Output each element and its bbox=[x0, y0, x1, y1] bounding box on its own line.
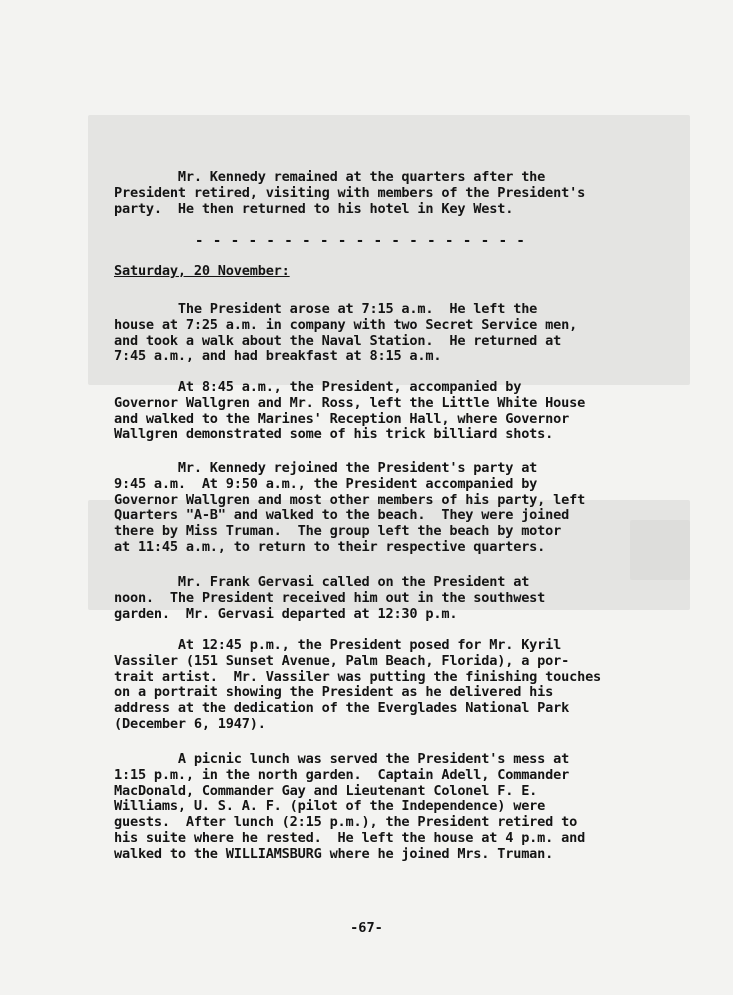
paragraph-kennedy-quarters: Mr. Kennedy remained at the quarters after the President retired, visiting with members of the President's party. He then returned to his hotel in Key West. bbox=[114, 169, 586, 217]
date-heading: Saturday, 20 November: bbox=[114, 263, 290, 279]
dashed-separator: - - - - - - - - - - - - - - - - - - - bbox=[195, 233, 526, 249]
paragraph-beach: Mr. Kennedy rejoined the President's party at 9:45 a.m. At 9:50 a.m., the President accompanied by Governor Wallgren and most other members of his party, left Quarters "A-B" and walked to the beach. They were joined there by Miss Truman. The group left the beach by motor at 11:45 a.m., to return to their respective quarters. bbox=[114, 460, 586, 555]
paragraph-portrait: At 12:45 p.m., the President posed for Mr. Kyril Vassiler (151 Sunset Avenue, Palm Beach, Florida), a por- trait artist. Mr. Vassiler was putting the finishing touches on a portrait showing the President as he delivered his address at the dedication of the Everglades National Park (December 6, 1947). bbox=[114, 637, 602, 732]
paragraph-morning-walk: The President arose at 7:15 a.m. He left the house at 7:25 a.m. in company with two Secret Service men, and took a walk about the Naval Station. He returned at 7:45 a.m., and had breakfast at 8:15 a.m. bbox=[114, 301, 578, 365]
paragraph-billiards: At 8:45 a.m., the President, accompanied by Governor Wallgren and Mr. Ross, left the Little White House and walked to the Marines' Reception Hall, where Governor Wallgren demonstrated some of his trick billiard shots. bbox=[114, 379, 586, 443]
paragraph-gervasi: Mr. Frank Gervasi called on the President at noon. The President received him out in the southwest garden. Mr. Gervasi departed at 12:30 p.m. bbox=[114, 574, 546, 622]
page-number: -67- bbox=[350, 920, 383, 936]
paragraph-picnic-lunch: A picnic lunch was served the President's mess at 1:15 p.m., in the north garden. Captain Adell, Commander MacDonald, Commander Gay and Lieutenant Colonel F. E. Williams, U. S. A. F. (pilot of the Independence) were guests. After lunch (2:15 p.m.), the President retired to his suite where he rested. He left the house at 4 p.m. and walked to the WILLIAMSBURG where he joined Mrs. Truman. bbox=[114, 751, 586, 862]
